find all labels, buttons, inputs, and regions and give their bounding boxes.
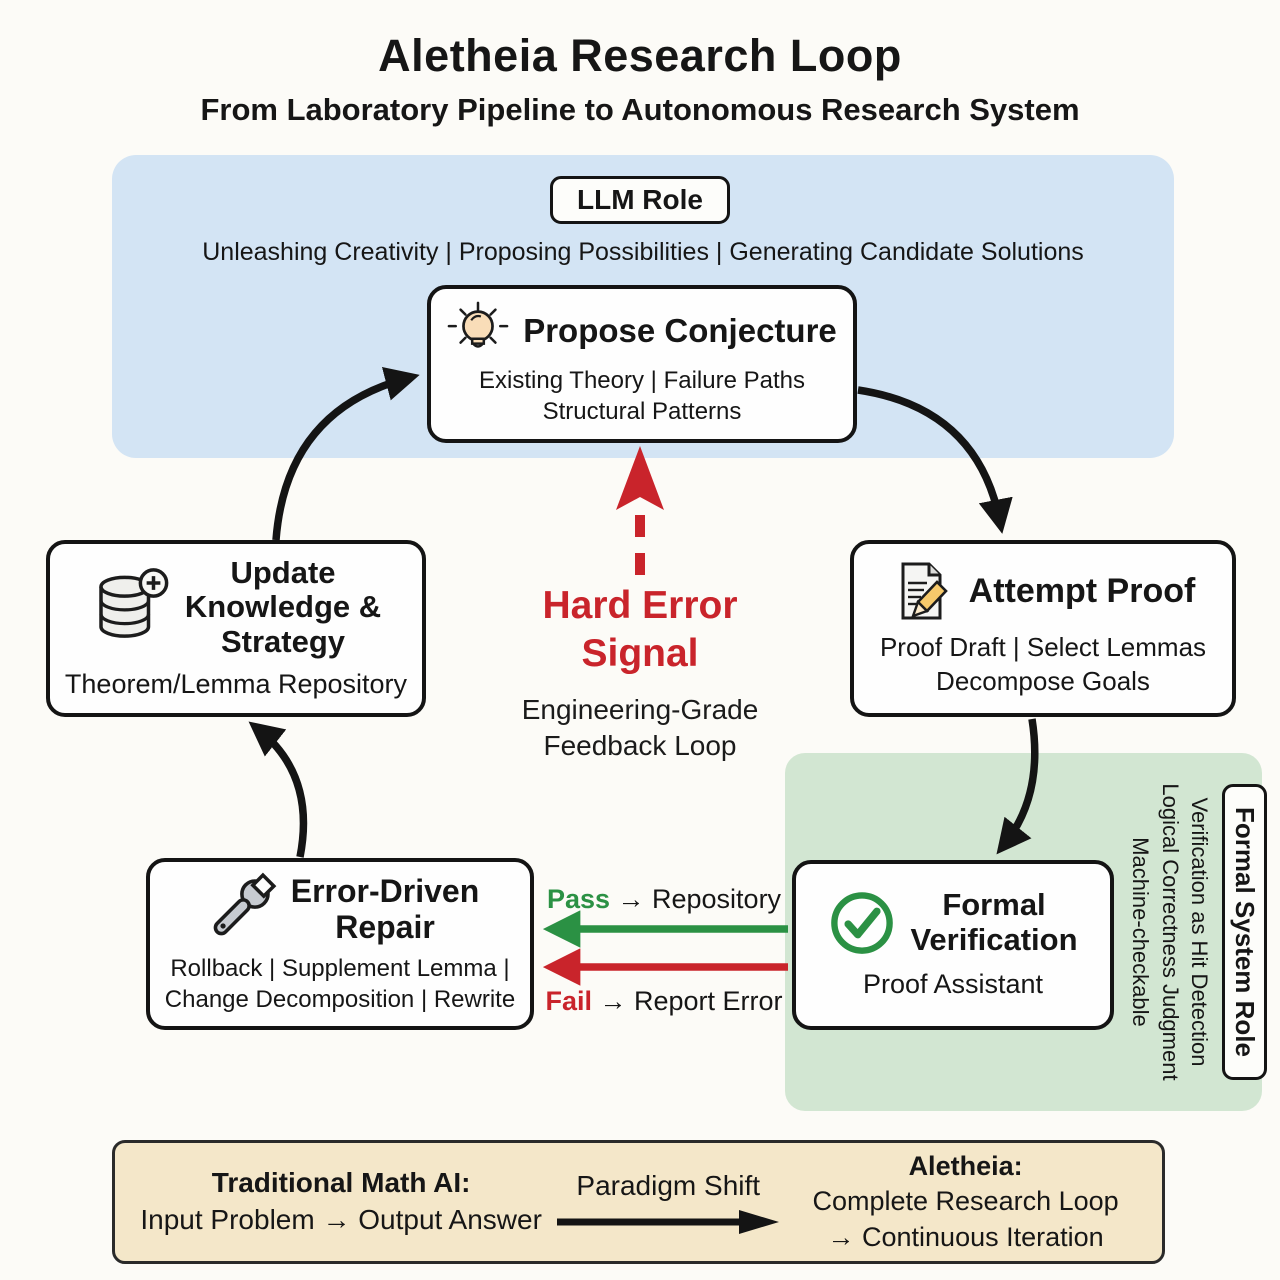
database-plus-icon (91, 568, 171, 648)
node-propose-conjecture (427, 285, 857, 443)
arrow-repair-to-update (258, 729, 303, 857)
node-update-knowledge (46, 540, 426, 717)
footer-paradigm-shift-label: Paradigm Shift (576, 1169, 761, 1201)
footer-aletheia-block (787, 1149, 1144, 1256)
formal-role-line: Machine-checkable (1128, 837, 1154, 1027)
caption-line: Feedback Loop (543, 729, 737, 761)
node-title-line: Update (230, 554, 336, 590)
footer-paradigm-shift-block (549, 1168, 787, 1237)
footer-aletheia-line: Complete Research Loop (812, 1186, 1119, 1217)
node-title (910, 888, 1077, 957)
llm-role-badge: LLM Role (550, 176, 730, 224)
footer-traditional-title: Traditional Math AI: (211, 1167, 471, 1199)
feedback-loop-caption (460, 692, 820, 764)
node-title: Attempt Proof (968, 572, 1196, 611)
fail-flow-label (534, 986, 794, 1017)
node-error-driven-repair (146, 858, 534, 1030)
node-subtitle-line: Existing Theory | Failure Paths (479, 367, 805, 395)
node-subtitle-line: Rollback | Supplement Lemma | (170, 955, 510, 983)
formal-role-line: Logical Correctness Judgment (1157, 783, 1183, 1081)
node-title: Propose Conjecture (523, 311, 837, 349)
page-title: Aletheia Research Loop (378, 30, 902, 81)
formal-role-line: Verification as Hit Detection (1187, 797, 1212, 1067)
footer-traditional-body: Input Problem → Output Answer (140, 1204, 542, 1235)
paradigm-shift-arrow-icon (555, 1208, 781, 1236)
check-circle-icon (828, 889, 896, 957)
document-pencil-icon (891, 559, 955, 623)
formal-role-badge: Formal System Role (1222, 784, 1267, 1080)
caption-line: Engineering-Grade (521, 694, 759, 725)
node-subtitle-line: Change Decomposition | Rewrite (164, 986, 516, 1013)
node-title-line: Formal (942, 887, 1046, 922)
hard-error-line: Signal (581, 631, 699, 675)
node-attempt-proof (850, 540, 1236, 717)
lightbulb-icon (447, 300, 509, 362)
fail-rest: → Report Error (591, 986, 783, 1016)
node-title (185, 556, 381, 660)
node-subtitle: Theorem/Lemma Repository (64, 668, 408, 699)
pass-word: Pass (546, 884, 610, 914)
node-title-line: Repair (335, 909, 435, 946)
node-formal-verification (792, 860, 1114, 1030)
hard-error-line: Hard Error (542, 584, 738, 627)
node-title-line: Verification (910, 921, 1078, 957)
node-subtitle-line: Decompose Goals (936, 665, 1150, 696)
pass-rest: → Repository (610, 884, 782, 914)
node-subtitle: Proof Assistant (862, 969, 1044, 1000)
node-title-line: Knowledge & (184, 589, 382, 625)
node-subtitle-line: Proof Draft | Select Lemmas (879, 632, 1207, 663)
footer-aletheia-title: Aletheia: (908, 1150, 1023, 1181)
wrench-icon (201, 872, 277, 948)
hard-error-signal-label (460, 582, 820, 677)
node-title (291, 874, 480, 946)
node-subtitle-line: Structural Patterns (542, 398, 742, 425)
llm-role-description: Unleashing Creativity | Proposing Possibilities | Generating Candidate Solutions (202, 238, 1084, 266)
formal-role-rotated-block (1117, 762, 1267, 1102)
llm-role-badge-wrap (0, 176, 1280, 224)
node-title-line: Error-Driven (290, 873, 480, 910)
fail-word: Fail (545, 986, 592, 1016)
pass-flow-label (534, 884, 794, 915)
node-title-line: Strategy (220, 624, 346, 660)
paradigm-footer-bar (112, 1140, 1165, 1264)
footer-traditional-block (133, 1165, 549, 1239)
footer-aletheia-line: → Continuous Iteration (827, 1221, 1104, 1252)
page-subtitle: From Laboratory Pipeline to Autonomous Research System (200, 92, 1080, 127)
formal-role-lines (1126, 783, 1214, 1080)
